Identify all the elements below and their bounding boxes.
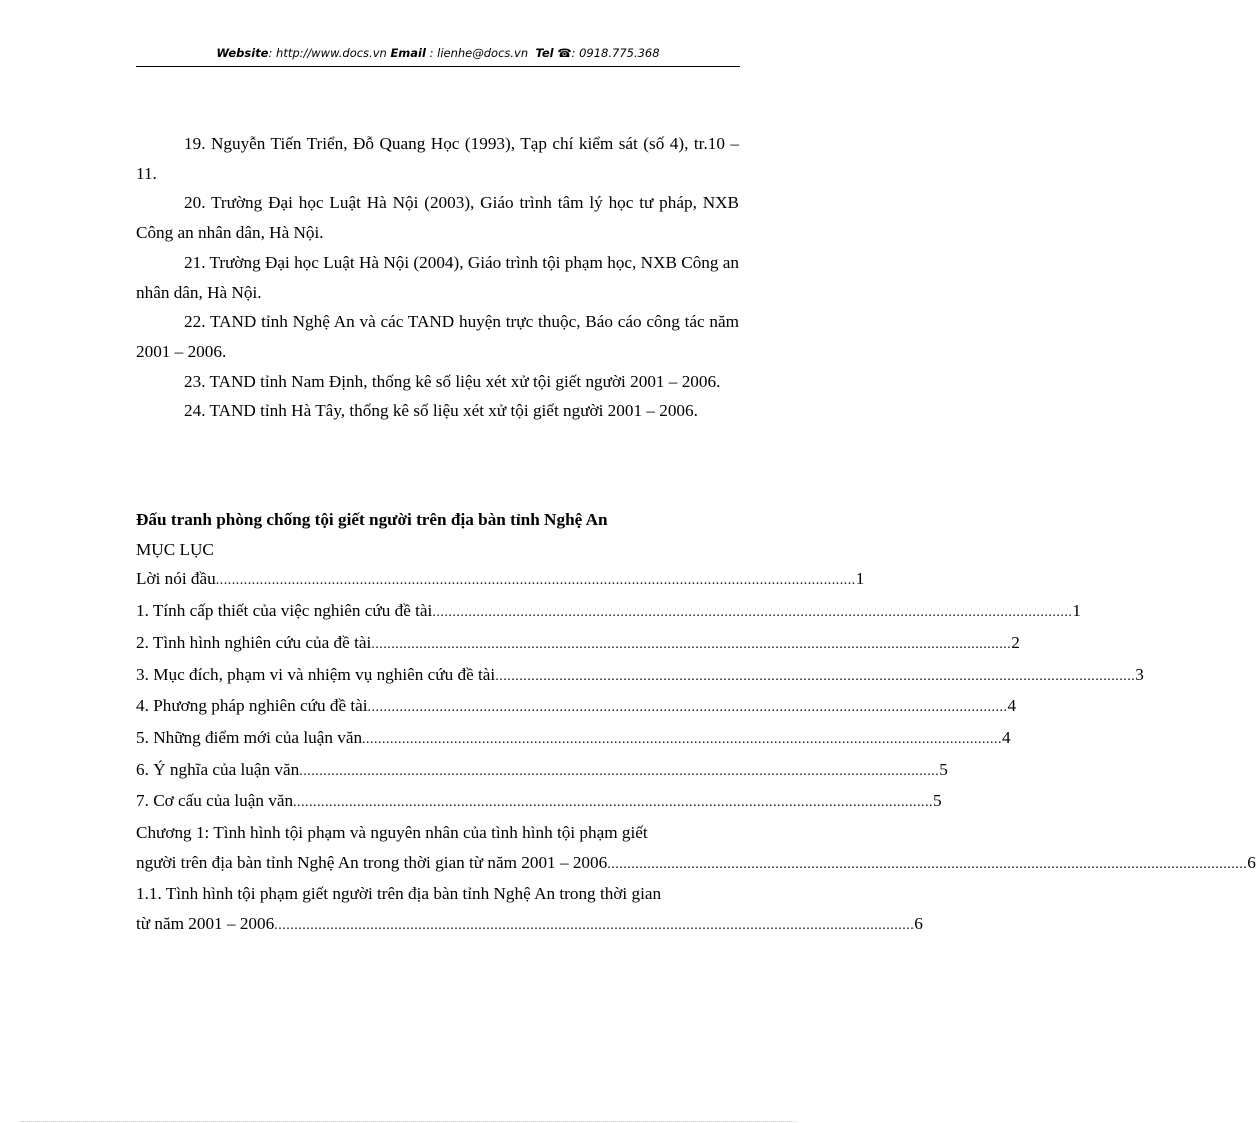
toc-entry-page: 1 bbox=[855, 569, 865, 589]
reference-22: 22. TAND tỉnh Nghệ An và các TAND huyện trực thuộc, Báo cáo công tác năm 2001 – 2006. bbox=[136, 312, 739, 361]
toc-heading: MỤC LỤC bbox=[136, 539, 214, 559]
page-body bbox=[136, 129, 1256, 941]
tel-value: : 0918.775.368 bbox=[571, 46, 660, 60]
toc-entry bbox=[136, 755, 948, 787]
dot-leader: ................................................................................................................................................................ bbox=[299, 763, 940, 779]
header-divider bbox=[136, 66, 740, 67]
document-title: Đấu tranh phòng chống tội giết người trên địa bàn tỉnh Nghệ An bbox=[136, 510, 608, 530]
website-label: Website bbox=[216, 46, 269, 60]
toc-entry-page: 4 bbox=[1007, 696, 1017, 716]
toc-entry-page: 1 bbox=[1072, 601, 1081, 621]
toc-entry-page: 3 bbox=[1135, 664, 1144, 684]
email-value: : lienhe@docs.vn bbox=[425, 46, 529, 60]
toc-entry-label: 3. Mục đích, phạm vi và nhiệm vụ nghiên cứu đề tài bbox=[136, 664, 496, 684]
toc-entry-label: 1. Tính cấp thiết của việc nghiên cứu đề tài bbox=[136, 601, 433, 621]
reference-24: 24. TAND tỉnh Hà Tây, thống kê số liệu xét xử tội giết người 2001 – 2006. bbox=[184, 401, 698, 421]
toc-entry-page: 5 bbox=[939, 759, 948, 779]
toc-entry-label: 6. Ý nghĩa của luận văn bbox=[136, 759, 300, 779]
toc-entry bbox=[136, 564, 865, 596]
toc-entry bbox=[136, 660, 1144, 692]
toc-entry bbox=[136, 596, 1081, 628]
reference-23: 23. TAND tỉnh Nam Định, thống kê số liệu xét xử tội giết người 2001 – 2006. bbox=[184, 371, 721, 391]
toc-entry-label: 4. Phương pháp nghiên cứu đề tài bbox=[136, 696, 368, 716]
dot-leader: ................................................................................................................................................................ bbox=[293, 795, 934, 811]
toc-entry bbox=[136, 723, 1011, 755]
toc-entry-label: người trên địa bàn tỉnh Nghệ An trong thời gian từ năm 2001 – 2006 bbox=[136, 852, 608, 872]
toc-entry-label: 5. Những điểm mới của luận văn bbox=[136, 727, 363, 747]
dot-leader: ................................................................................................................................................................ bbox=[274, 918, 915, 934]
toc-entry-label: 2. Tình hình nghiên cứu của đề tài bbox=[136, 632, 372, 652]
dot-leader: ................................................................................................................................................................ bbox=[215, 573, 856, 589]
toc-entry-page: 6 bbox=[914, 914, 923, 934]
reference-21: 21. Trường Đại học Luật Hà Nội (2004), Giáo trình tội phạm học, NXB Công an nhân dân, Hà Nội. bbox=[136, 252, 739, 302]
toc-entry-label: từ năm 2001 – 2006 bbox=[136, 914, 275, 934]
toc-section-1-1-line1: 1.1. Tình hình tội phạm giết người trên địa bàn tỉnh Nghệ An trong thời gian bbox=[136, 884, 662, 904]
email-label: Email bbox=[390, 46, 426, 60]
dot-leader: ................................................................................................................................................................ bbox=[362, 731, 1003, 747]
toc-chapter-1-line2 bbox=[136, 848, 1256, 880]
toc-entry-page: 5 bbox=[933, 791, 942, 811]
toc-entry bbox=[136, 691, 1017, 723]
page-header bbox=[136, 46, 740, 60]
dot-leader: ................................................................................................................................................................ bbox=[607, 856, 1248, 872]
footer-divider bbox=[20, 1121, 796, 1122]
reference-20: 20. Trường Đại học Luật Hà Nội (2003), Giáo trình tâm lý học tư pháp, NXB Công an nhân dân, Hà Nội. bbox=[136, 193, 739, 243]
phone-icon: ☎ bbox=[557, 46, 572, 60]
toc-entry-page: 2 bbox=[1011, 632, 1020, 652]
toc-entry-page: 4 bbox=[1002, 727, 1011, 747]
tel-label: Tel bbox=[535, 46, 554, 60]
toc-entry bbox=[136, 628, 1020, 660]
website-value: : http://www.docs.vn bbox=[268, 46, 387, 60]
dot-leader: ................................................................................................................................................................ bbox=[367, 700, 1008, 716]
reference-19: 19. Nguyễn Tiến Triển, Đỗ Quang Học (1993), Tạp chí kiểm sát (số 4), tr.10 – 11. bbox=[136, 134, 739, 183]
toc-entry-label: Lời nói đầu bbox=[136, 569, 216, 589]
toc-entry bbox=[136, 786, 942, 818]
toc-section-1-1-line2 bbox=[136, 909, 923, 941]
toc-entry-page: 6 bbox=[1247, 852, 1256, 872]
dot-leader: ................................................................................................................................................................ bbox=[495, 668, 1136, 684]
toc-chapter-1-line1: Chương 1: Tình hình tội phạm và nguyên nhân của tình hình tội phạm giết bbox=[136, 823, 648, 843]
dot-leader: ................................................................................................................................................................ bbox=[371, 636, 1012, 652]
toc-entry-label: 7. Cơ cấu của luận văn bbox=[136, 791, 294, 811]
dot-leader: ................................................................................................................................................................ bbox=[432, 605, 1073, 621]
